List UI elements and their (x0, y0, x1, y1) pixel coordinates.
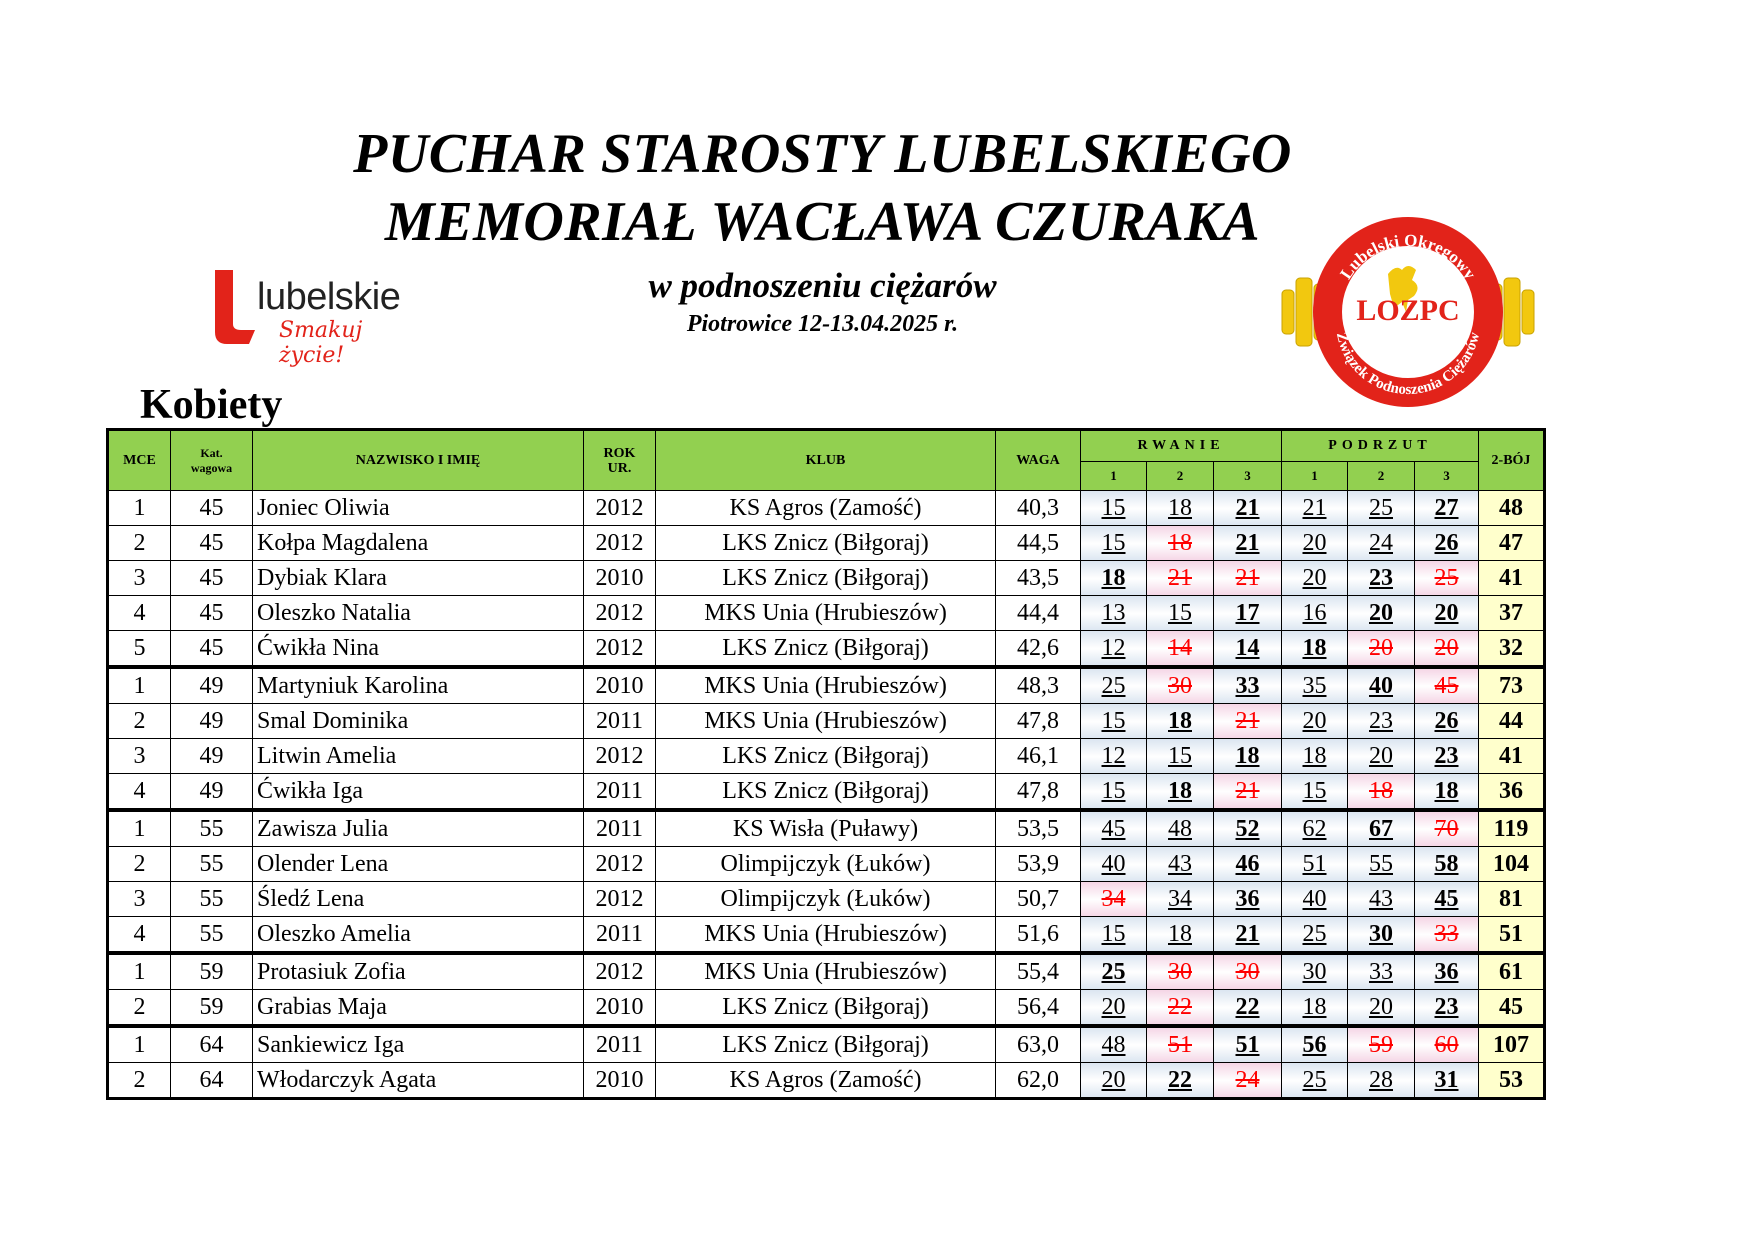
bodyweight-cell: 40,3 (996, 491, 1081, 526)
header-clean-jerk: PODRZUT (1282, 430, 1479, 462)
clean-jerk-attempt-3: 20 (1415, 631, 1479, 668)
bodyweight-cell: 43,5 (996, 561, 1081, 596)
clean-jerk-attempt-2: 33 (1348, 953, 1415, 990)
snatch-attempt-3: 21 (1214, 774, 1282, 811)
category-cell: 64 (171, 1026, 253, 1063)
year-cell: 2010 (584, 990, 656, 1027)
clean-jerk-attempt-3: 23 (1415, 739, 1479, 774)
category-cell: 64 (171, 1063, 253, 1099)
total-cell: 41 (1479, 561, 1545, 596)
clean-jerk-attempt-3: 31 (1415, 1063, 1479, 1099)
name-cell: Olender Lena (253, 847, 584, 882)
place-cell: 1 (108, 1026, 171, 1063)
lubelskie-wordmark: lubelskie (257, 276, 401, 318)
snatch-attempt-1: 48 (1081, 1026, 1147, 1063)
header-cj-3: 3 (1415, 462, 1479, 491)
club-cell: MKS Unia (Hrubieszów) (656, 917, 996, 954)
snatch-attempt-2: 30 (1147, 667, 1214, 704)
club-cell: Olimpijczyk (Łuków) (656, 847, 996, 882)
name-cell: Dybiak Klara (253, 561, 584, 596)
lubelskie-l-icon (213, 268, 257, 346)
header-name: NAZWISKO I IMIĘ (253, 430, 584, 491)
clean-jerk-attempt-2: 18 (1348, 774, 1415, 811)
club-cell: LKS Znicz (Biłgoraj) (656, 1026, 996, 1063)
name-cell: Oleszko Natalia (253, 596, 584, 631)
place-cell: 4 (108, 774, 171, 811)
snatch-attempt-2: 51 (1147, 1026, 1214, 1063)
seal-center-text: LOZPC (1356, 294, 1460, 327)
title-line-1: PUCHAR STAROSTY LUBELSKIEGO (353, 123, 1292, 185)
clean-jerk-attempt-1: 15 (1282, 774, 1348, 811)
category-cell: 55 (171, 810, 253, 847)
header-club: KLUB (656, 430, 996, 491)
name-cell: Litwin Amelia (253, 739, 584, 774)
snatch-attempt-1: 15 (1081, 704, 1147, 739)
place-cell: 3 (108, 882, 171, 917)
snatch-attempt-1: 20 (1081, 1063, 1147, 1099)
clean-jerk-attempt-3: 45 (1415, 667, 1479, 704)
lozpc-seal-logo (1278, 212, 1538, 412)
year-cell: 2011 (584, 917, 656, 954)
clean-jerk-attempt-1: 21 (1282, 491, 1348, 526)
clean-jerk-attempt-3: 25 (1415, 561, 1479, 596)
lubelskie-slogan: Smakuj życie! (279, 318, 363, 368)
bodyweight-cell: 46,1 (996, 739, 1081, 774)
clean-jerk-attempt-1: 18 (1282, 990, 1348, 1027)
subtitle: w podnoszeniu ciężarów (648, 266, 997, 305)
snatch-attempt-3: 22 (1214, 990, 1282, 1027)
category-cell: 45 (171, 491, 253, 526)
place-cell: 1 (108, 810, 171, 847)
total-cell: 48 (1479, 491, 1545, 526)
place-cell: 5 (108, 631, 171, 668)
name-cell: Śledź Lena (253, 882, 584, 917)
clean-jerk-attempt-1: 16 (1282, 596, 1348, 631)
header-place: MCE (108, 430, 171, 491)
snatch-attempt-2: 18 (1147, 491, 1214, 526)
snatch-attempt-3: 21 (1214, 526, 1282, 561)
table-row (108, 847, 1545, 882)
table-row (108, 774, 1545, 811)
name-cell: Ćwikła Iga (253, 774, 584, 811)
header-total: 2-BÓJ (1479, 430, 1545, 491)
header-snatch-2: 2 (1147, 462, 1214, 491)
total-cell: 45 (1479, 990, 1545, 1027)
snatch-attempt-1: 12 (1081, 631, 1147, 668)
total-cell: 53 (1479, 1063, 1545, 1099)
clean-jerk-attempt-2: 59 (1348, 1026, 1415, 1063)
name-cell: Kołpa Magdalena (253, 526, 584, 561)
table-row (108, 990, 1545, 1027)
bodyweight-cell: 56,4 (996, 990, 1081, 1027)
clean-jerk-attempt-3: 36 (1415, 953, 1479, 990)
total-cell: 41 (1479, 739, 1545, 774)
snatch-attempt-3: 21 (1214, 704, 1282, 739)
name-cell: Oleszko Amelia (253, 917, 584, 954)
bodyweight-cell: 48,3 (996, 667, 1081, 704)
place-cell: 4 (108, 596, 171, 631)
bodyweight-cell: 50,7 (996, 882, 1081, 917)
club-cell: KS Agros (Zamość) (656, 491, 996, 526)
snatch-attempt-2: 30 (1147, 953, 1214, 990)
snatch-attempt-1: 15 (1081, 917, 1147, 954)
snatch-attempt-1: 13 (1081, 596, 1147, 631)
title-line-2: MEMORIAŁ WACŁAWA CZURAKA (384, 191, 1261, 253)
snatch-attempt-2: 15 (1147, 596, 1214, 631)
snatch-attempt-3: 33 (1214, 667, 1282, 704)
total-cell: 37 (1479, 596, 1545, 631)
club-cell: LKS Znicz (Biłgoraj) (656, 631, 996, 668)
clean-jerk-attempt-1: 51 (1282, 847, 1348, 882)
clean-jerk-attempt-3: 26 (1415, 526, 1479, 561)
place-cell: 2 (108, 847, 171, 882)
bodyweight-cell: 62,0 (996, 1063, 1081, 1099)
snatch-attempt-3: 46 (1214, 847, 1282, 882)
clean-jerk-attempt-2: 20 (1348, 739, 1415, 774)
place-cell: 1 (108, 667, 171, 704)
category-cell: 45 (171, 561, 253, 596)
clean-jerk-attempt-3: 20 (1415, 596, 1479, 631)
place-cell: 1 (108, 491, 171, 526)
clean-jerk-attempt-2: 23 (1348, 561, 1415, 596)
year-cell: 2012 (584, 953, 656, 990)
header-category: Kat. wagowa (171, 430, 253, 491)
clean-jerk-attempt-1: 18 (1282, 631, 1348, 668)
year-cell: 2012 (584, 882, 656, 917)
place-cell: 3 (108, 739, 171, 774)
snatch-attempt-1: 15 (1081, 491, 1147, 526)
clean-jerk-attempt-1: 20 (1282, 704, 1348, 739)
name-cell: Ćwikła Nina (253, 631, 584, 668)
place-date: Piotrowice 12-13.04.2025 r. (686, 311, 959, 337)
snatch-attempt-2: 22 (1147, 990, 1214, 1027)
bodyweight-cell: 44,5 (996, 526, 1081, 561)
clean-jerk-attempt-2: 20 (1348, 631, 1415, 668)
total-cell: 51 (1479, 917, 1545, 954)
category-cell: 59 (171, 990, 253, 1027)
clean-jerk-attempt-2: 43 (1348, 882, 1415, 917)
snatch-attempt-2: 14 (1147, 631, 1214, 668)
club-cell: LKS Znicz (Biłgoraj) (656, 990, 996, 1027)
place-cell: 2 (108, 1063, 171, 1099)
table-row (108, 631, 1545, 668)
year-cell: 2012 (584, 526, 656, 561)
table-row (108, 667, 1545, 704)
category-cell: 49 (171, 739, 253, 774)
table-row (108, 491, 1545, 526)
clean-jerk-attempt-1: 18 (1282, 739, 1348, 774)
seal-bottom-text: Związek Podnoszenia Ciężarów (1332, 330, 1484, 399)
club-cell: LKS Znicz (Biłgoraj) (656, 774, 996, 811)
snatch-attempt-2: 18 (1147, 917, 1214, 954)
snatch-attempt-2: 18 (1147, 704, 1214, 739)
snatch-attempt-3: 21 (1214, 917, 1282, 954)
snatch-attempt-3: 18 (1214, 739, 1282, 774)
snatch-attempt-1: 45 (1081, 810, 1147, 847)
category-cell: 45 (171, 631, 253, 668)
club-cell: LKS Znicz (Biłgoraj) (656, 561, 996, 596)
lubelskie-logo (213, 268, 423, 368)
snatch-attempt-1: 25 (1081, 667, 1147, 704)
clean-jerk-attempt-1: 62 (1282, 810, 1348, 847)
category-cell: 49 (171, 774, 253, 811)
clean-jerk-attempt-1: 25 (1282, 917, 1348, 954)
table-row (108, 882, 1545, 917)
table-row (108, 561, 1545, 596)
total-cell: 104 (1479, 847, 1545, 882)
clean-jerk-attempt-2: 30 (1348, 917, 1415, 954)
clean-jerk-attempt-1: 20 (1282, 561, 1348, 596)
clean-jerk-attempt-2: 67 (1348, 810, 1415, 847)
category-cell: 55 (171, 917, 253, 954)
total-cell: 107 (1479, 1026, 1545, 1063)
clean-jerk-attempt-2: 20 (1348, 596, 1415, 631)
club-cell: MKS Unia (Hrubieszów) (656, 704, 996, 739)
results-body (108, 491, 1545, 1099)
snatch-attempt-3: 30 (1214, 953, 1282, 990)
snatch-attempt-1: 18 (1081, 561, 1147, 596)
year-cell: 2010 (584, 1063, 656, 1099)
header-cj-1: 1 (1282, 462, 1348, 491)
year-cell: 2010 (584, 561, 656, 596)
total-cell: 119 (1479, 810, 1545, 847)
category-cell: 55 (171, 882, 253, 917)
year-cell: 2012 (584, 596, 656, 631)
clean-jerk-attempt-1: 56 (1282, 1026, 1348, 1063)
club-cell: LKS Znicz (Biłgoraj) (656, 526, 996, 561)
year-cell: 2010 (584, 667, 656, 704)
snatch-attempt-2: 22 (1147, 1063, 1214, 1099)
name-cell: Włodarczyk Agata (253, 1063, 584, 1099)
bodyweight-cell: 42,6 (996, 631, 1081, 668)
place-cell: 2 (108, 526, 171, 561)
clean-jerk-attempt-3: 26 (1415, 704, 1479, 739)
snatch-attempt-1: 12 (1081, 739, 1147, 774)
year-cell: 2011 (584, 1026, 656, 1063)
total-cell: 81 (1479, 882, 1545, 917)
table-row (108, 704, 1545, 739)
place-cell: 3 (108, 561, 171, 596)
year-cell: 2011 (584, 774, 656, 811)
snatch-attempt-3: 14 (1214, 631, 1282, 668)
total-cell: 61 (1479, 953, 1545, 990)
bodyweight-cell: 47,8 (996, 774, 1081, 811)
name-cell: Protasiuk Zofia (253, 953, 584, 990)
place-cell: 2 (108, 704, 171, 739)
clean-jerk-attempt-3: 27 (1415, 491, 1479, 526)
name-cell: Smal Dominika (253, 704, 584, 739)
club-cell: MKS Unia (Hrubieszów) (656, 667, 996, 704)
snatch-attempt-2: 48 (1147, 810, 1214, 847)
clean-jerk-attempt-2: 55 (1348, 847, 1415, 882)
name-cell: Joniec Oliwia (253, 491, 584, 526)
snatch-attempt-3: 51 (1214, 1026, 1282, 1063)
total-cell: 44 (1479, 704, 1545, 739)
snatch-attempt-1: 15 (1081, 774, 1147, 811)
club-cell: Olimpijczyk (Łuków) (656, 882, 996, 917)
year-cell: 2011 (584, 810, 656, 847)
category-cell: 59 (171, 953, 253, 990)
header-weight: WAGA (996, 430, 1081, 491)
table-row (108, 917, 1545, 954)
table-row (108, 739, 1545, 774)
clean-jerk-attempt-1: 25 (1282, 1063, 1348, 1099)
header-snatch-3: 3 (1214, 462, 1282, 491)
bodyweight-cell: 55,4 (996, 953, 1081, 990)
total-cell: 32 (1479, 631, 1545, 668)
header-snatch-1: 1 (1081, 462, 1147, 491)
bodyweight-cell: 53,5 (996, 810, 1081, 847)
club-cell: KS Wisła (Puławy) (656, 810, 996, 847)
clean-jerk-attempt-1: 20 (1282, 526, 1348, 561)
header-cj-2: 2 (1348, 462, 1415, 491)
year-cell: 2012 (584, 631, 656, 668)
category-cell: 45 (171, 526, 253, 561)
total-cell: 36 (1479, 774, 1545, 811)
table-row (108, 953, 1545, 990)
snatch-attempt-1: 40 (1081, 847, 1147, 882)
snatch-attempt-2: 18 (1147, 774, 1214, 811)
bodyweight-cell: 51,6 (996, 917, 1081, 954)
bodyweight-cell: 44,4 (996, 596, 1081, 631)
table-row (108, 526, 1545, 561)
bodyweight-cell: 47,8 (996, 704, 1081, 739)
name-cell: Grabias Maja (253, 990, 584, 1027)
year-cell: 2012 (584, 491, 656, 526)
clean-jerk-attempt-1: 30 (1282, 953, 1348, 990)
snatch-attempt-3: 52 (1214, 810, 1282, 847)
category-cell: 49 (171, 667, 253, 704)
name-cell: Sankiewicz Iga (253, 1026, 584, 1063)
clean-jerk-attempt-2: 20 (1348, 990, 1415, 1027)
clean-jerk-attempt-3: 70 (1415, 810, 1479, 847)
clean-jerk-attempt-2: 28 (1348, 1063, 1415, 1099)
snatch-attempt-3: 21 (1214, 561, 1282, 596)
year-cell: 2011 (584, 704, 656, 739)
year-cell: 2012 (584, 739, 656, 774)
club-cell: LKS Znicz (Biłgoraj) (656, 739, 996, 774)
bodyweight-cell: 53,9 (996, 847, 1081, 882)
clean-jerk-attempt-3: 23 (1415, 990, 1479, 1027)
clean-jerk-attempt-2: 40 (1348, 667, 1415, 704)
section-heading: Kobiety (140, 382, 283, 428)
clean-jerk-attempt-3: 18 (1415, 774, 1479, 811)
club-cell: MKS Unia (Hrubieszów) (656, 953, 996, 990)
snatch-attempt-1: 34 (1081, 882, 1147, 917)
header-snatch: RWANIE (1081, 430, 1282, 462)
results-table (106, 428, 1546, 1100)
place-cell: 1 (108, 953, 171, 990)
place-cell: 2 (108, 990, 171, 1027)
table-row (108, 1026, 1545, 1063)
snatch-attempt-2: 34 (1147, 882, 1214, 917)
snatch-attempt-1: 25 (1081, 953, 1147, 990)
header-year: ROK UR. (584, 430, 656, 491)
clean-jerk-attempt-2: 23 (1348, 704, 1415, 739)
snatch-attempt-3: 24 (1214, 1063, 1282, 1099)
clean-jerk-attempt-2: 24 (1348, 526, 1415, 561)
seal-top-text: Lubelski Okręgowy (1336, 230, 1480, 283)
snatch-attempt-3: 21 (1214, 491, 1282, 526)
place-cell: 4 (108, 917, 171, 954)
clean-jerk-attempt-1: 35 (1282, 667, 1348, 704)
snatch-attempt-2: 43 (1147, 847, 1214, 882)
name-cell: Zawisza Julia (253, 810, 584, 847)
clean-jerk-attempt-3: 33 (1415, 917, 1479, 954)
club-cell: KS Agros (Zamość) (656, 1063, 996, 1099)
clean-jerk-attempt-3: 58 (1415, 847, 1479, 882)
snatch-attempt-2: 21 (1147, 561, 1214, 596)
category-cell: 45 (171, 596, 253, 631)
total-cell: 47 (1479, 526, 1545, 561)
snatch-attempt-1: 20 (1081, 990, 1147, 1027)
bodyweight-cell: 63,0 (996, 1026, 1081, 1063)
table-row (108, 1063, 1545, 1099)
category-cell: 55 (171, 847, 253, 882)
clean-jerk-attempt-1: 40 (1282, 882, 1348, 917)
clean-jerk-attempt-3: 45 (1415, 882, 1479, 917)
table-row (108, 810, 1545, 847)
clean-jerk-attempt-3: 60 (1415, 1026, 1479, 1063)
club-cell: MKS Unia (Hrubieszów) (656, 596, 996, 631)
snatch-attempt-2: 15 (1147, 739, 1214, 774)
total-cell: 73 (1479, 667, 1545, 704)
snatch-attempt-3: 17 (1214, 596, 1282, 631)
clean-jerk-attempt-2: 25 (1348, 491, 1415, 526)
year-cell: 2012 (584, 847, 656, 882)
name-cell: Martyniuk Karolina (253, 667, 584, 704)
snatch-attempt-1: 15 (1081, 526, 1147, 561)
category-cell: 49 (171, 704, 253, 739)
snatch-attempt-2: 18 (1147, 526, 1214, 561)
table-row (108, 596, 1545, 631)
snatch-attempt-3: 36 (1214, 882, 1282, 917)
